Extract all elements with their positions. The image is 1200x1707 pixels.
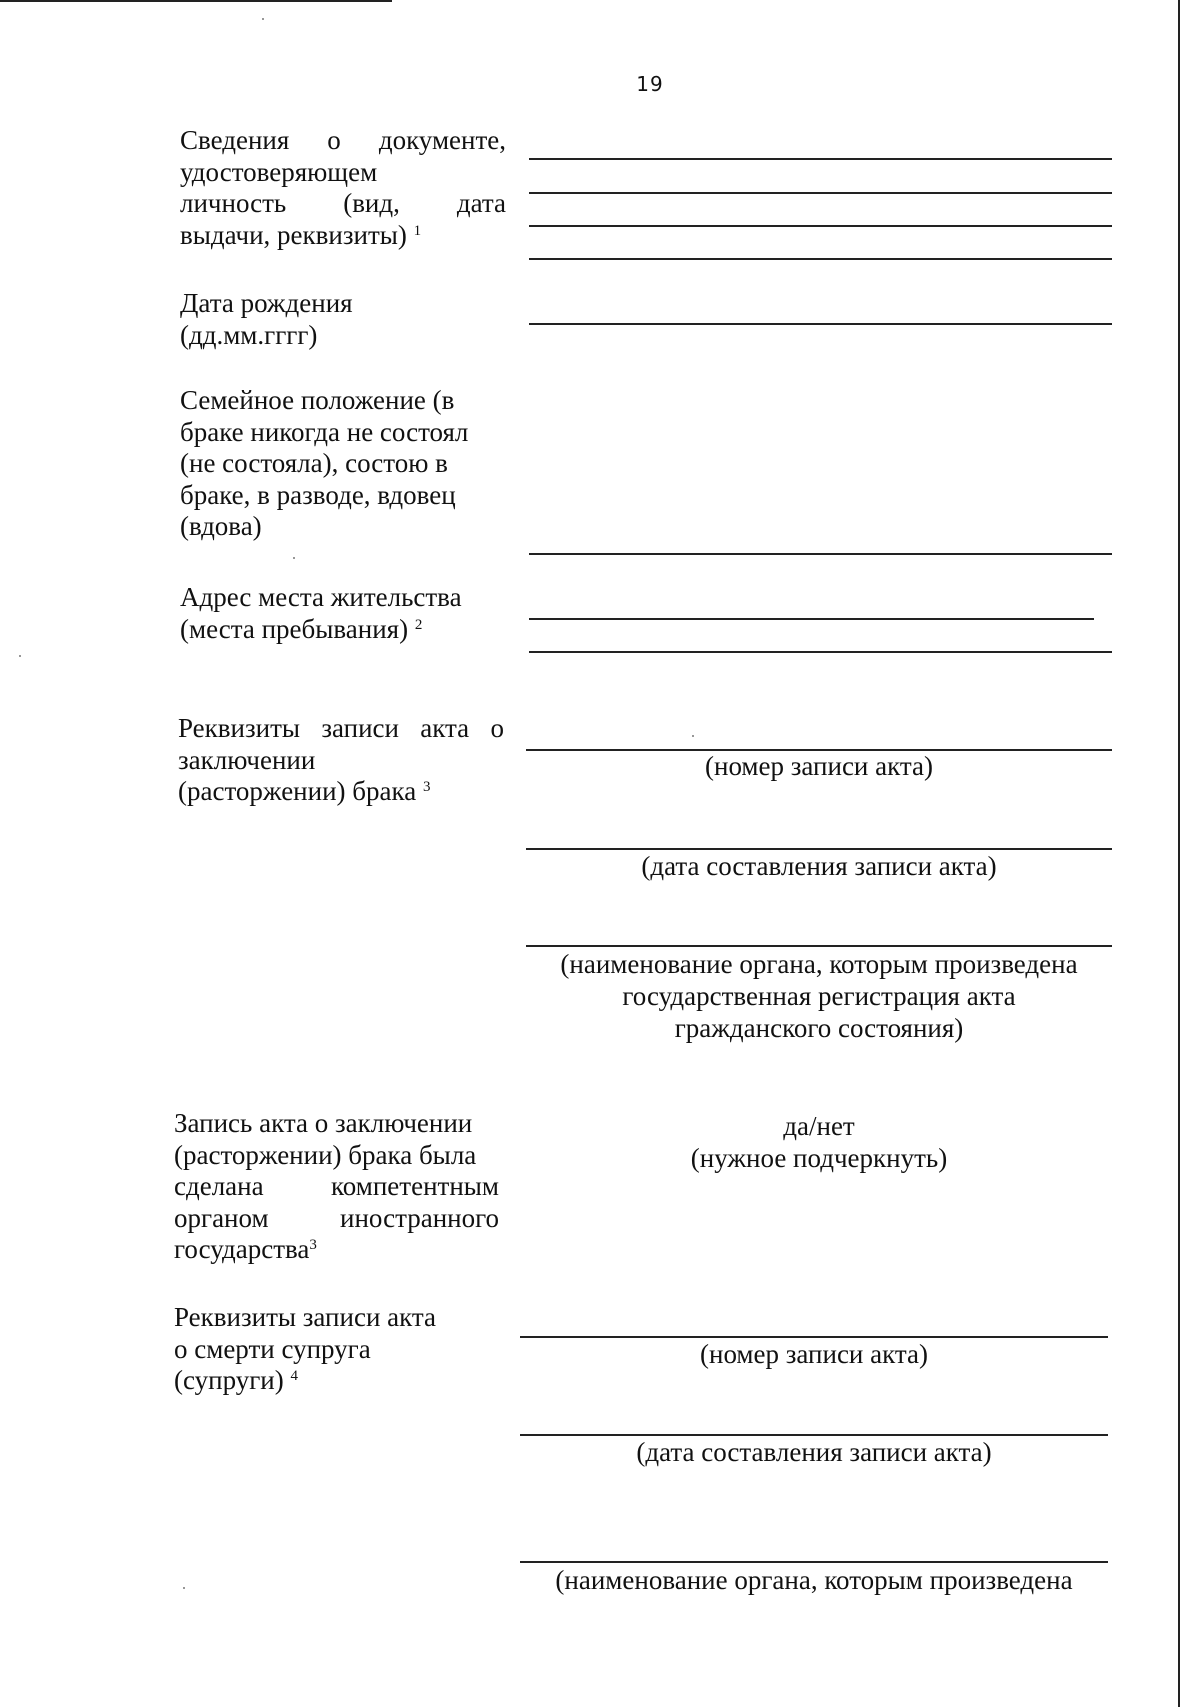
- identity-document-field[interactable]: [529, 225, 1112, 227]
- label-line: Адрес места жительства: [180, 582, 462, 612]
- death-record-number-caption: (номер записи акта): [700, 1339, 928, 1369]
- death-record-label: [174, 1302, 499, 1397]
- scan-edge-top: [0, 0, 392, 2]
- label-line: (расторжении) брака была: [174, 1139, 477, 1170]
- label-line: браке никогда не состоял: [180, 416, 469, 447]
- footnote-marker: 4: [290, 1368, 298, 1384]
- death-record-authority-field[interactable]: [520, 1561, 1108, 1563]
- page-number: 19: [636, 72, 664, 96]
- label-line: (места пребывания) $^2$: [180, 613, 423, 644]
- marriage-record-authority-field[interactable]: [526, 945, 1112, 947]
- yes-no-choice[interactable]: да/нет: [783, 1111, 855, 1141]
- label-line: (не состояла), состою в: [180, 448, 448, 478]
- identity-document-field[interactable]: [529, 258, 1112, 260]
- identity-document-field[interactable]: [529, 158, 1112, 160]
- scan-speck: [19, 655, 21, 657]
- footnote-marker: 1: [413, 222, 422, 239]
- label-line: (дд.мм.гггг): [180, 319, 318, 350]
- label-line: Реквизиты записи акта: [174, 1302, 436, 1332]
- label-line: (расторжении) брака $^3$: [178, 776, 431, 806]
- birth-date-field[interactable]: [529, 323, 1112, 325]
- label-line: выдачи, реквизиты) $^1$: [180, 219, 422, 250]
- marital-status-field[interactable]: [529, 553, 1112, 555]
- label-line: Реквизиты записи акта о: [178, 713, 504, 743]
- caption-line: (наименование органа, которым произведена: [560, 949, 1078, 979]
- death-record-date-caption: (дата составления записи акта): [636, 1437, 992, 1467]
- scan-speck: [262, 18, 264, 20]
- label-line: Сведения о документе,: [180, 125, 506, 155]
- footnote-marker: 3: [422, 779, 431, 795]
- label-line: Дата рождения: [180, 288, 353, 318]
- address-label: [180, 582, 506, 645]
- birth-date-label: [180, 288, 506, 351]
- identity-document-field[interactable]: [529, 192, 1112, 194]
- marital-status-label: [180, 385, 506, 543]
- marriage-record-authority-caption: [526, 948, 1112, 1044]
- marriage-record-label: [178, 713, 504, 808]
- foreign-record-label: [174, 1108, 499, 1266]
- label-line: личность (вид, дата: [180, 188, 506, 218]
- scan-speck: [293, 557, 295, 559]
- label-line: сделана компетентным: [174, 1171, 499, 1201]
- label-line: о смерти супруга: [174, 1333, 371, 1364]
- label-line: государства$^3$: [174, 1234, 317, 1264]
- footnote-marker: 2: [414, 616, 423, 633]
- label-line: браке, в разводе, вдовец: [180, 479, 456, 510]
- label-line: заключении: [178, 744, 316, 775]
- footnote-marker: 3: [309, 1237, 317, 1253]
- answer-hint: (нужное подчеркнуть): [690, 1143, 948, 1173]
- label-line: Семейное положение (в: [180, 385, 455, 415]
- label-line: (вдова): [180, 511, 262, 541]
- caption-line: (наименование органа, которым произведена: [555, 1565, 1073, 1595]
- label-line: удостоверяющем: [180, 156, 378, 187]
- address-field[interactable]: [529, 651, 1112, 653]
- scan-speck: [692, 735, 694, 737]
- label-line: (супруги) $^4$: [174, 1365, 298, 1395]
- marriage-record-number-caption: (номер записи акта): [705, 751, 933, 781]
- foreign-record-answer: [526, 1110, 1112, 1174]
- label-line: органом иностранного: [174, 1202, 499, 1233]
- caption-line: гражданского состояния): [674, 1013, 964, 1043]
- marriage-record-date-caption: (дата составления записи акта): [641, 851, 997, 881]
- identity-document-label: [180, 125, 506, 251]
- caption-line: государственная регистрация акта: [622, 981, 1016, 1011]
- death-record-authority-caption: [520, 1564, 1108, 1596]
- scan-edge-right: [1178, 0, 1180, 1707]
- scan-speck: [183, 1587, 185, 1589]
- address-field[interactable]: [529, 618, 1094, 620]
- label-line: Запись акта о заключении: [174, 1108, 473, 1138]
